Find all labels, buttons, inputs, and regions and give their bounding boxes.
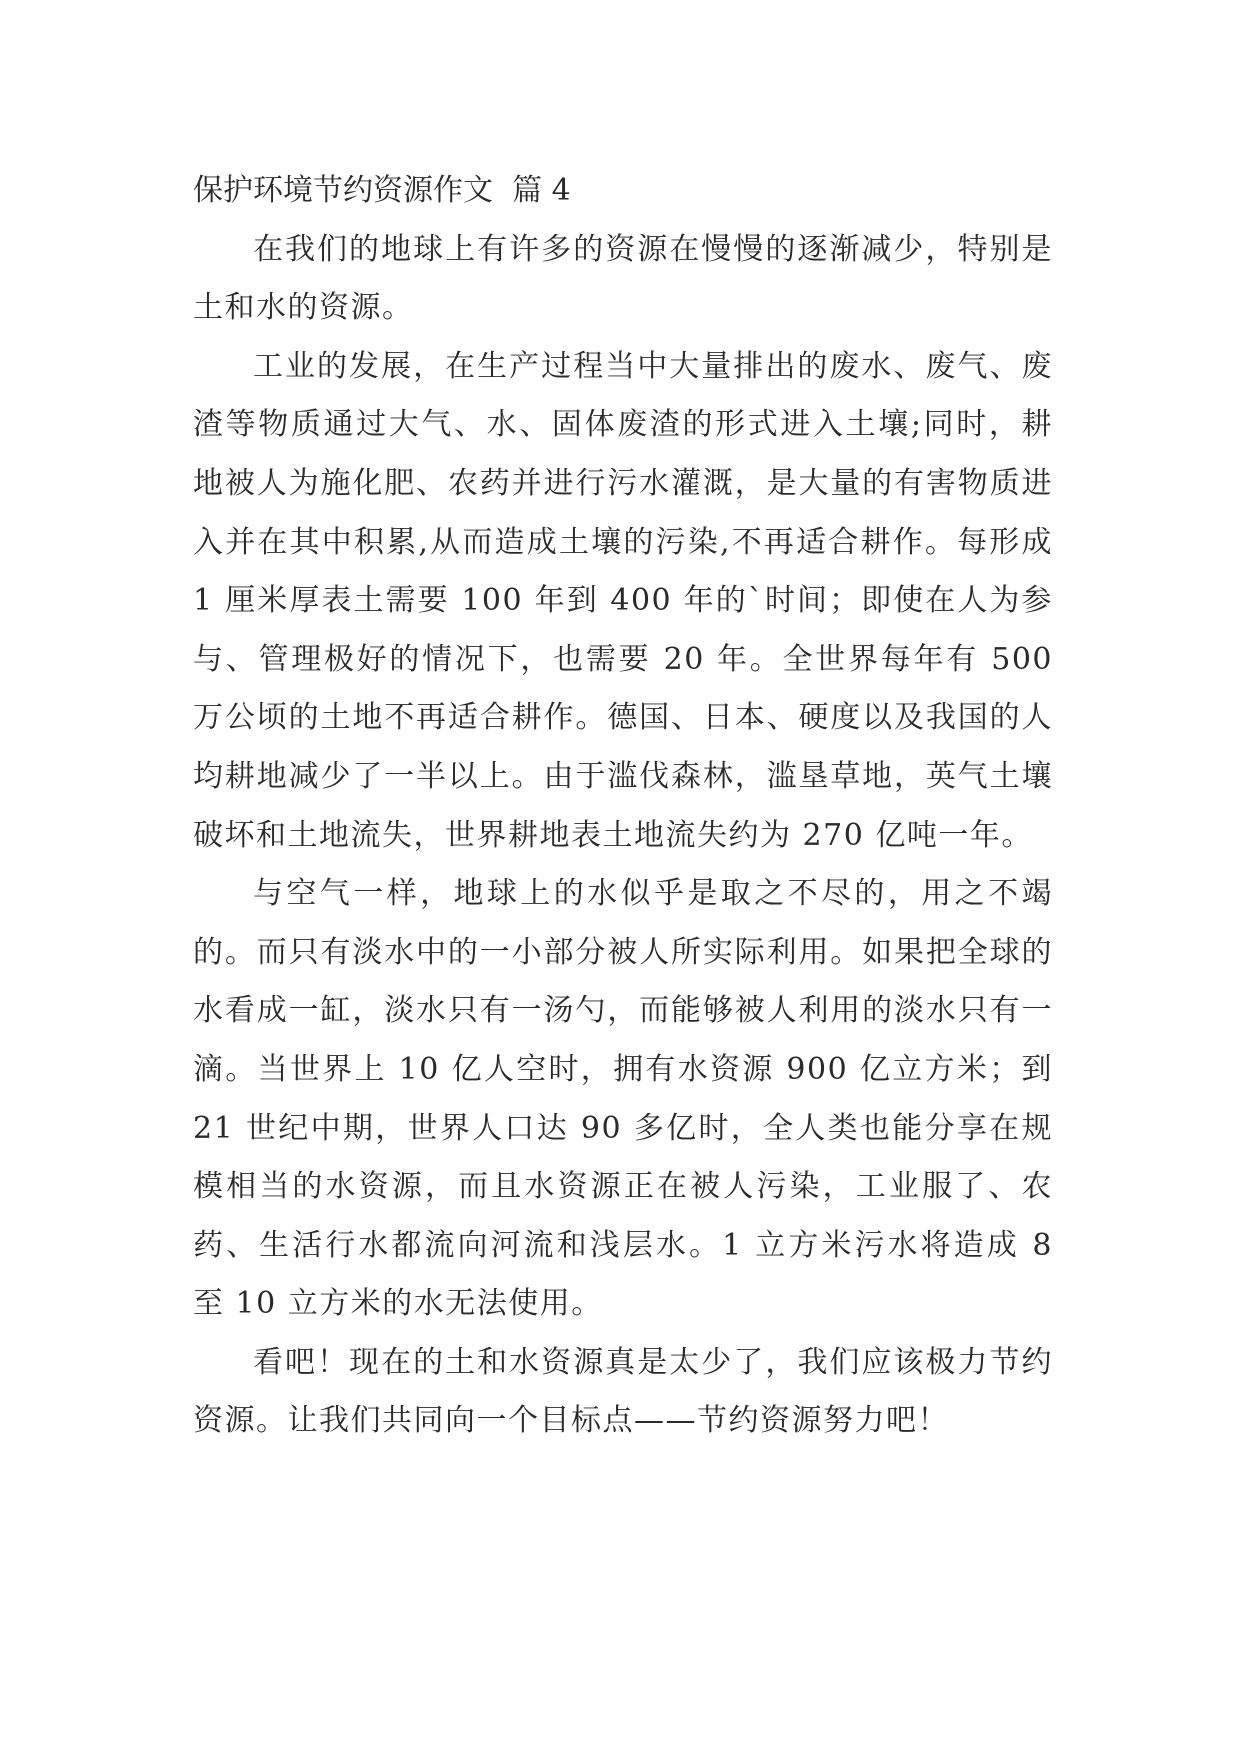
- paragraph-conclusion: 看吧！现在的土和水资源真是太少了，我们应该极力节约资源。让我们共同向一个目标点——节约资源努力吧！: [193, 1344, 1053, 1439]
- paragraph-water-resources: 与空气一样，地球上的水似乎是取之不尽的，用之不竭的。而只有淡水中的一小部分被人所实际利用。如果把全球的水看成一缸，淡水只有一汤勺，而能够被人利用的淡水只有一滴。当世界上 10 亿人空时，拥有水资源 900 亿立方米；到 21 世纪中期，世界人口达 90 多亿时，全人类也能分享在规模相当的水资源，而且水资源正在被人污染，工业服了、农药、生活行水都流向河流和浅层水。1 立方米污水将造成 8 至 10 立方米的水无法使用。: [193, 876, 1053, 1322]
- paragraph-resources-intro: 在我们的地球上有许多的资源在慢慢的逐渐减少，特别是土和水的资源。: [193, 231, 1053, 326]
- document-body: [193, 162, 1053, 1451]
- paragraph-soil-pollution: 工业的发展，在生产过程当中大量排出的废水、废气、废渣等物质通过大气、水、固体废渣的形式进入土壤;同时，耕地被人为施化肥、农药并进行污水灌溉，是大量的有害物质进入并在其中积累,从而造成土壤的污染,不再适合耕作。每形成 1 厘米厚表土需要 100 年到 400 年的`时间；即使在人为参与、管理极好的情况下，也需要 20 年。全世界每年有 500 万公顷的土地不再适合耕作。德国、日本、硬度以及我国的人均耕地减少了一半以上。由于滥伐森林，滥垦草地，英气土壤破坏和土地流失，世界耕地表土地流失约为 270 亿吨一年。: [193, 348, 1053, 853]
- document-title: 保护环境节约资源作文 篇 4: [193, 173, 571, 208]
